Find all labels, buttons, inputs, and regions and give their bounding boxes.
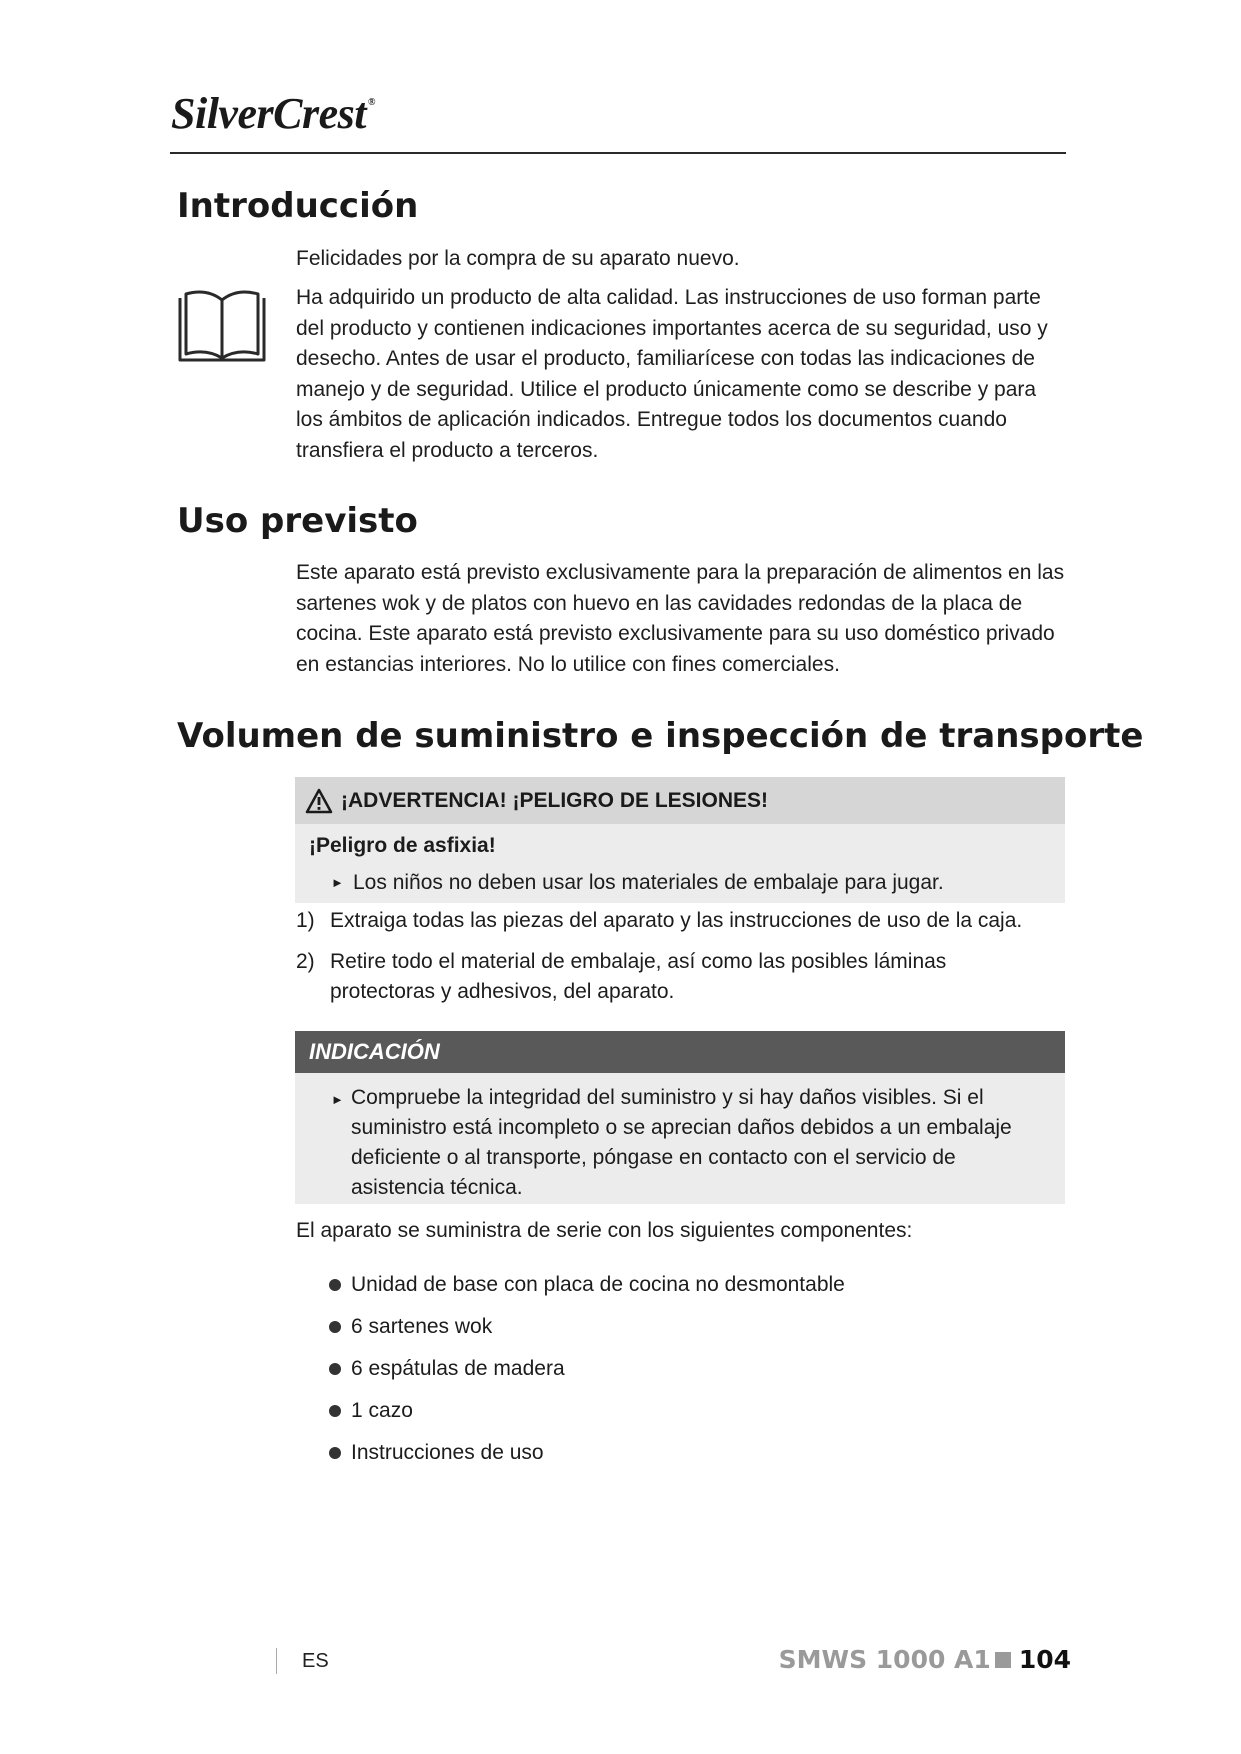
list-item [329,1306,845,1348]
component-label: Instrucciones de uso [351,1441,544,1464]
footer-model: SMWS 1000 A1 [778,1645,991,1674]
section-title-intro: Introducción [177,186,419,226]
list-item [329,1348,845,1390]
components-list [329,1264,845,1474]
note-header: INDICACIÓN [295,1031,1065,1073]
warning-subtitle: ¡Peligro de asfixia! [309,834,496,857]
brand-logo: SilverCrest ® [171,89,375,138]
footer-language: ES [302,1650,329,1672]
arrow-right-icon: ► [331,875,344,890]
footer-divider [276,1648,277,1674]
intro-greeting: Felicidades por la compra de su aparato nuevo. [296,247,740,270]
bullet-icon [329,1447,341,1459]
intro-body: Ha adquirido un producto de alta calidad. Las instrucciones de uso forman parte del producto y contienen indicaciones importantes acerca de su seguridad, uso y desecho. Antes de usar el producto, familiarícese con todas las indicaciones de manejo y de seguridad. Utilice el producto únicamente como se describe y para los ámbitos de aplicación indicados. Entregue todos los documentos cuando transfiera el producto a terceros. [296,286,1048,462]
step-number: 1) [296,909,315,932]
page-number: 104 [1018,1645,1071,1674]
steps-list [296,906,1066,1008]
section-title-intended-use: Uso previsto [177,501,418,541]
header-rule [170,152,1066,154]
component-label: 6 espátulas de madera [351,1357,565,1380]
square-icon [995,1652,1011,1668]
bullet-icon [329,1279,341,1291]
section-title-delivery: Volumen de suministro e inspección de transporte [177,716,1144,756]
component-label: 6 sartenes wok [351,1315,493,1338]
note-body [295,1073,1065,1203]
note-text: Compruebe la integridad del suministro y si hay daños visibles. Si el suministro está incompleto o se aprecian daños debidos a un embalaje deficiente o al transporte, póngase en contacto con el servicio de asistencia técnica. [351,1086,1012,1199]
book-icon [172,288,272,368]
list-item [296,947,1066,1008]
warning-header [295,777,1065,824]
list-item [329,1390,845,1432]
component-label: Unidad de base con placa de cocina no desmontable [351,1273,845,1296]
arrow-right-icon: ► [331,1092,344,1107]
warning-item [295,868,1065,900]
step-text: Extraiga todas las piezas del aparato y las instrucciones de uso de la caja. [330,909,1023,932]
footer-model-page [779,1645,1071,1674]
bullet-icon [329,1321,341,1333]
list-item [329,1264,845,1306]
warning-triangle-icon [305,788,333,814]
bullet-icon [329,1405,341,1417]
list-item [296,906,1066,937]
registered-mark: ® [367,97,375,108]
warning-box [295,777,1065,903]
step-text: Retire todo el material de embalaje, así como las posibles láminas protectoras y adhesivos, del aparato. [330,949,947,1003]
component-label: 1 cazo [351,1399,413,1422]
bullet-icon [329,1363,341,1375]
warning-item-text: Los niños no deben usar los materiales de embalaje para jugar. [353,871,944,894]
warning-header-text: ¡ADVERTENCIA! ¡PELIGRO DE LESIONES! [341,788,769,812]
intended-use-body: Este aparato está previsto exclusivamente para la preparación de alimentos en las sartenes wok y de platos con huevo en las cavidades redondas de la placa de cocina. Este aparato está previsto exclusivamente para su uso doméstico privado en estancias interiores. No lo utilice con fines comerciales. [296,561,1065,676]
list-item [329,1432,845,1474]
note-box [295,1031,1065,1204]
components-intro: El aparato se suministra de serie con los siguientes componentes: [296,1219,913,1242]
step-number: 2) [296,949,315,973]
